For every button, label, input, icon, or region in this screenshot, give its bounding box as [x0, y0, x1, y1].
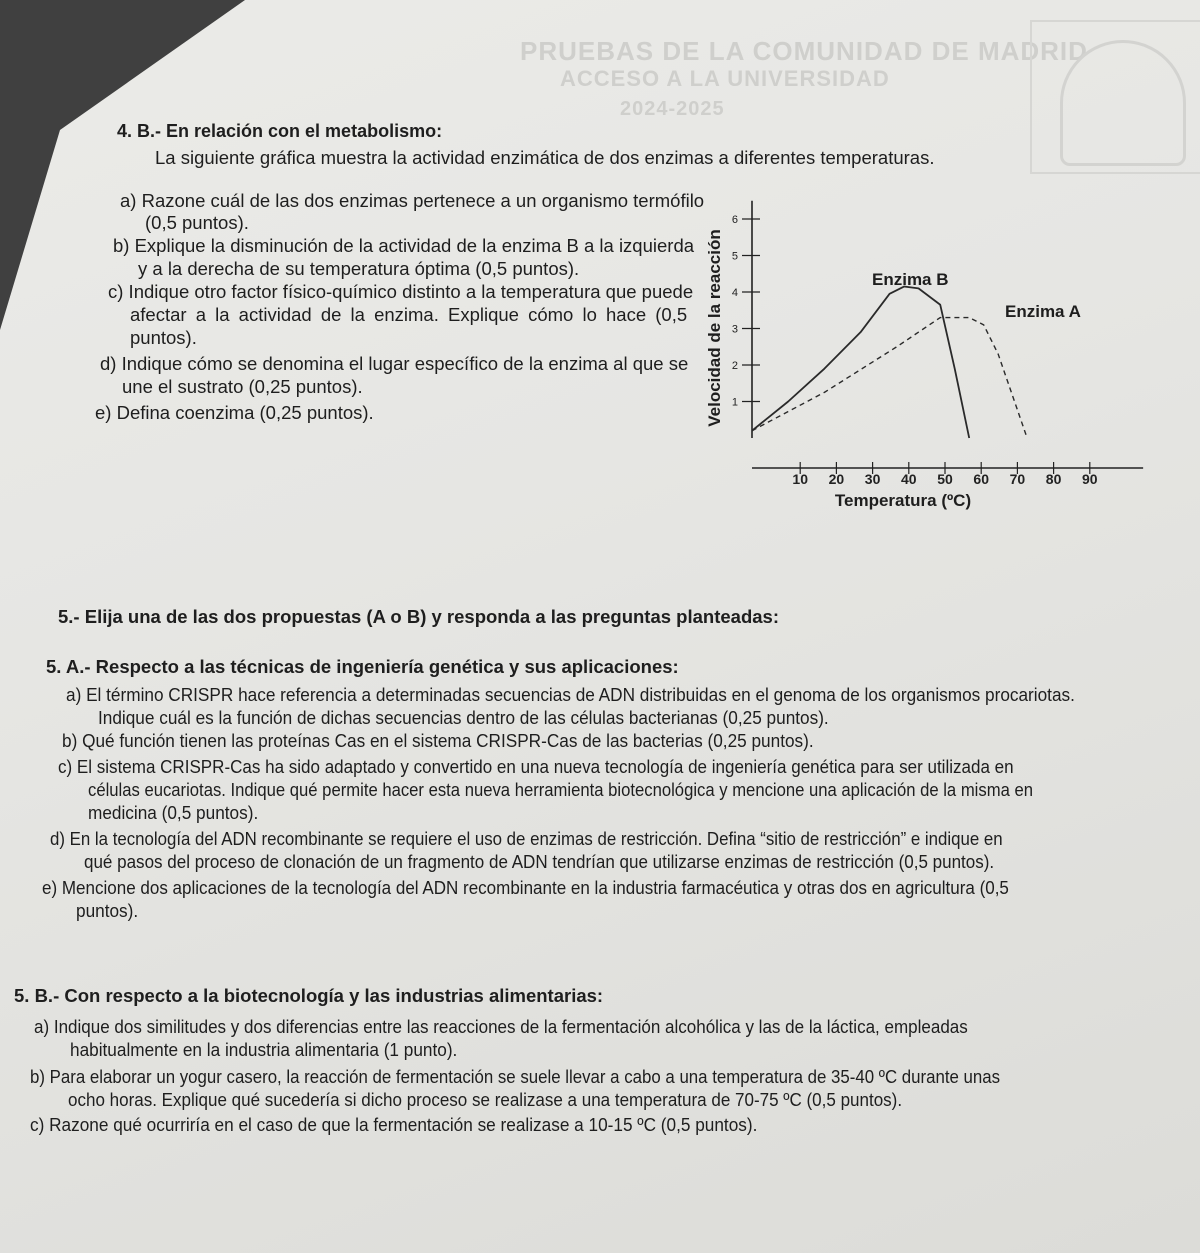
q4-item-c-cont2: puntos). — [130, 327, 197, 348]
x-tick-label-40: 40 — [901, 471, 917, 487]
y-tick-label-6: 6 — [731, 214, 738, 226]
y-tick-label-5: 5 — [731, 250, 738, 263]
q5a-item-a-cont: Indique cuál es la función de dichas secuencias dentro de las células bacterianas (0,25 puntos). — [98, 707, 829, 728]
watermark-line-2: ACCESO A LA UNIVERSIDAD — [560, 66, 890, 91]
q5b-item-b: b) Para elaborar un yogur casero, la reacción de fermentación se suele llevar a cabo a una temperatura de 35-40 ºC durante unas — [30, 1066, 1001, 1087]
y-tick-label-4: 4 — [731, 287, 738, 299]
y-tick-label-1: 1 — [731, 396, 738, 409]
q5b-title: 5. B.- Con respecto a la biotecnología y las industrias alimentarias: — [14, 985, 604, 1006]
q4-intro: La siguiente gráfica muestra la actividad enzimática de dos enzimas a diferentes temperaturas. — [155, 147, 935, 168]
q4-item-b-cont: y a la derecha de su temperatura óptima (0,5 puntos). — [138, 258, 580, 279]
q5a-title: 5. A.- Respecto a las técnicas de ingeniería genética y sus aplicaciones: — [46, 656, 679, 677]
q4-title: 4. B.- En relación con el metabolismo: — [117, 121, 443, 141]
q5a-item-e: e) Mencione dos aplicaciones de la tecnología del ADN recombinante en la industria farmacéutica y otras dos en agricultura (0,5 — [42, 877, 1009, 898]
q4-item-d: d) Indique cómo se denomina el lugar específico de la enzima al que se — [100, 353, 689, 374]
q5-header: 5.- Elija una de las dos propuestas (A o B) y responda a las preguntas planteadas: — [58, 606, 779, 627]
y-axis-label: Velocidad de la reacción — [705, 229, 724, 427]
q4-item-c: c) Indique otro factor físico-químico distinto a la temperatura que puede — [108, 281, 694, 302]
x-tick-label-90: 90 — [1082, 471, 1098, 487]
y-tick-label-3: 3 — [731, 323, 738, 336]
curve-enzima-b — [752, 287, 969, 438]
legend-enzima-b: Enzima B — [872, 270, 949, 289]
q4-item-b: b) Explique la disminución de la actividad de la enzima B a la izquierda — [113, 235, 695, 256]
y-tick-label-2: 2 — [731, 360, 738, 372]
q5a-item-b: b) Qué función tienen las proteínas Cas en el sistema CRISPR-Cas de las bacterias (0,25 puntos). — [62, 730, 814, 751]
curve-enzima-a — [752, 318, 1027, 438]
x-tick-label-70: 70 — [1009, 471, 1026, 487]
q5a-item-c: c) El sistema CRISPR-Cas ha sido adaptado y convertido en una nueva tecnología de ingeniería genética para ser utilizada en — [58, 756, 1014, 777]
q5a-item-e-cont: puntos). — [76, 900, 139, 921]
q5a-item-d-cont: qué pasos del proceso de clonación de un fragmento de ADN tendrían que utilizarse enzimas de restricción (0,5 puntos). — [84, 851, 995, 872]
x-tick-label-80: 80 — [1045, 471, 1062, 487]
q4-item-a: a) Razone cuál de las dos enzimas pertenece a un organismo termófilo — [120, 190, 705, 211]
q5a-item-d: d) En la tecnología del ADN recombinante se requiere el uso de enzimas de restricción. Defina “sitio de restricción” e indique en — [50, 828, 1003, 849]
watermark-line-3: 2024-2025 — [620, 98, 725, 120]
x-axis-label: Temperatura (ºC) — [834, 491, 972, 510]
q5b-item-c: c) Razone qué ocurriría en el caso de que la fermentación se realizase a 10-15 ºC (0,5 puntos). — [30, 1114, 758, 1135]
q5a-item-c-cont2: medicina (0,5 puntos). — [88, 802, 259, 823]
x-tick-label-20: 20 — [828, 471, 845, 487]
q5b-item-a-cont: habitualmente en la industria alimentaria (1 punto). — [70, 1039, 458, 1060]
watermark-line-1: PRUEBAS DE LA COMUNIDAD DE MADRID — [520, 36, 1088, 66]
university-crest-icon — [1060, 40, 1186, 166]
x-tick-label-10: 10 — [792, 471, 808, 487]
q4-item-a-cont: (0,5 puntos). — [145, 212, 249, 233]
x-tick-label-30: 30 — [864, 471, 881, 487]
q4-item-d-cont: une el sustrato (0,25 puntos). — [122, 376, 363, 397]
q5b-item-a: a) Indique dos similitudes y dos diferencias entre las reacciones de la fermentación alcohólica y las de la láctica, empleadas — [34, 1016, 968, 1037]
q5a-item-a: a) El término CRISPR hace referencia a determinadas secuencias de ADN distribuidas en el genoma de los organismos procariotas. — [66, 684, 1075, 705]
legend-enzima-a: Enzima A — [1005, 302, 1081, 321]
x-tick-label-60: 60 — [973, 471, 989, 487]
q5b-item-b-cont: ocho horas. Explique qué sucedería si dicho proceso se realizase a una temperatura de 70-75 ºC (0,5 puntos). — [68, 1089, 903, 1110]
enzyme-activity-chart — [690, 200, 1150, 530]
q4-item-e: e) Defina coenzima (0,25 puntos). — [95, 402, 374, 423]
x-tick-label-50: 50 — [937, 471, 953, 487]
q5a-item-c-cont: células eucariotas. Indique qué permite hacer esta nueva herramienta biotecnológica y mencione una aplicación de la misma en — [88, 779, 1033, 800]
q4-item-c-cont: afectar a la actividad de la enzima. Explique cómo lo hace (0,5 — [130, 304, 688, 325]
